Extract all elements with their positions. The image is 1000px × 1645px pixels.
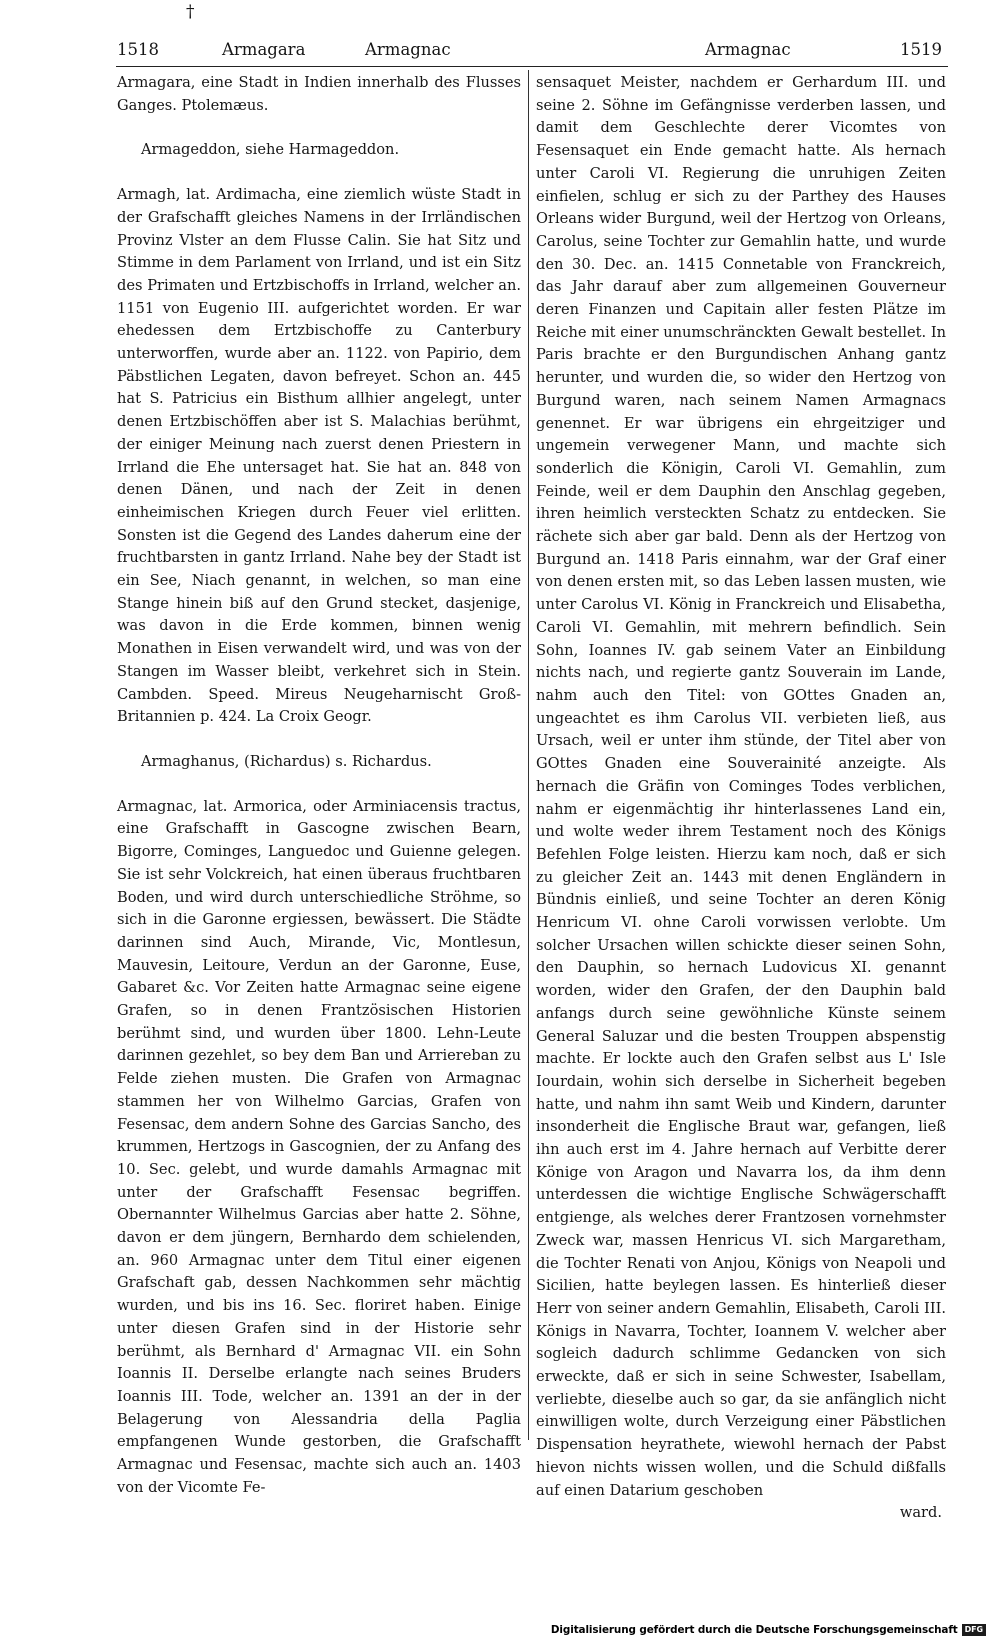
page-number-right: 1519: [900, 40, 942, 59]
right-column: [536, 72, 946, 1525]
catchword-left-2: Armagnac: [365, 40, 451, 59]
footer-text: Digitalisierung gefördert durch die Deutsche Forschungsgemeinschaft: [550, 1624, 958, 1636]
catchword-right: Armagnac: [705, 40, 791, 59]
entry-armagnac: Armagnac, lat. Armorica, oder Arminiacensis tractus, eine Grafschafft in Gascogne zwischen Bearn, Bigorre, Cominges, Languedoc und Guienne gelegen. Sie ist sehr Volckreich, hat einen überaus fruchtbaren Boden, und wird durch unterschiedliche Ströhme, so sich in die Garonne ergiessen, bewässert. Die Städte darinnen sind Auch, Mirande, Vic, Montlesun, Mauvesin, Leitoure, Verdun an der Garonne, Euse, Gabaret &c. Vor Zeiten hatte Armagnac seine eigene Grafen, so in denen Frantzösischen Historien berühmt sind, und wurden über 1800. Lehn-Leute darinnen gezehlet, so bey dem Ban und Arriereban zu Felde ziehen musten. Die Grafen von Armagnac stammen her von Wilhelmo Garcias, Grafen von Fesensac, dem andern Sohne des Garcias Sancho, des krummen, Hertzogs in Gascognien, der zu Anfang des 10. Sec. gelebt, und wurde damahls Armagnac mit unter der Grafschafft Fesensac begriffen. Obernannter Wilhelmus Garcias aber hatte 2. Söhne, davon er dem jüngern, Bernhardo dem schielenden, an. 960 Armagnac unter dem Titul einer eigenen Grafschaft gab, dessen Nachkommen sehr mächtig wurden, und bis ins 16. Sec. floriret haben. Einige unter diesen Grafen sind in der Historie sehr berühmt, als Bernhard d' Armagnac VII. ein Sohn Ioannis II. Derselbe erlangte nach seines Bruders Ioannis III. Tode, welcher an. 1391 an der in der Belagerung von Alessandria della Paglia empfangenen Wunde gestorben, die Grafschafft Armagnac und Fesensac, machte sich auch an. 1403 von der Vicomte Fe-: [117, 797, 521, 1496]
top-mark: †: [186, 2, 195, 22]
left-column: [117, 72, 521, 1499]
catchword-left-1: Armagara: [222, 40, 306, 59]
digitization-footer: [551, 1622, 986, 1638]
column-divider: [528, 70, 529, 1440]
entry-armagara: Armagara, eine Stadt in Indien innerhalb des Flusses Ganges. Ptolemæus.: [117, 74, 521, 114]
entry-armagh: Armagh, lat. Ardimacha, eine ziemlich wüste Stadt in der Grafschafft gleiches Namens in der Irrländischen Provinz Vlster an dem Flusse Calin. Sie hat Sitz und Stimme in dem Parlament von Irrland, und ist ein Sitz des Primaten und Ertzbischoffs in Irrland, welcher an. 1151 von Eugenio III. aufgerichtet worden. Er war ehedessen dem Ertzbischoffe zu Canterbury unterworffen, wurde aber an. 1122. von Papirio, dem Päbstlichen Legaten, davon befreyet. Schon an. 445 hat S. Patricius ein Bisthum allhier angelegt, unter denen Ertzbischöffen aber ist S. Malachias berühmt, der einiger Meinung nach zuerst denen Priestern in Irrland die Ehe untersaget hat. Sie hat an. 848 von denen Dänen, und nach der Zeit in denen einheimischen Kriegen durch Feuer viel erlitten. Sonsten ist die Gegend des Landes daherum eine der fruchtbarsten in gantz Irrland. Nahe bey der Stadt ist ein See, Niach genannt, in welchen, so man eine Stange hinein biß auf den Grund stecket, dasjenige, was davon in die Erde kommen, binnen wenig Monathen in Eisen verwandelt wird, und was von der Stangen im Wasser bleibt, verkehret sich in Stein. Cambden. Speed. Mireus Neugeharnischt Groß-Britannien p. 424. La Croix Geogr.: [117, 186, 521, 726]
entry-armagnac-continued: sensaquet Meister, nachdem er Gerhardum III. und seine 2. Söhne im Gefängnisse verderben lassen, und damit dem Geschlechte derer Vicomtes von Fesensaquet ein Ende gemacht hatte. Als hernach unter Caroli VI. Regierung die unruhigen Zeiten einfielen, schlug er sich zu der Parthey des Hauses Orleans wider Burgund, weil der Hertzog von Orleans, Carolus, seine Tochter zur Gemahlin hatte, und wurde den 30. Dec. an. 1415 Connetable von Franckreich, das Jahr darauf aber zum allgemeinen Gouverneur deren Finanzen und Capitain aller festen Plätze im Reiche mit einer unumschränckten Gewalt bestellet. In Paris brachte er den Burgundischen Anhang gantz herunter, und wurden die, so wider den Hertzog von Burgund waren, nach seinem Namen Armagnacs genennet. Er war übrigens ein ehrgeitziger und ungemein verwegener Mann, und machte sich sonderlich die Königin, Caroli VI. Gemahlin, zum Feinde, weil er dem Dauphin den Anschlag gegeben, ihren heimlich versteckten Schatz zu entdecken. Sie rächete sich aber gar bald. Denn als der Hertzog von Burgund an. 1418 Paris einnahm, war der Graf einer von denen ersten mit, so das Leben lassen musten, wie unter Carolus VI. König in Franckreich und Elisabetha, Caroli VI. Gemahlin, mit mehrern befindlich. Sein Sohn, Ioannes IV. gab seinem Vater an Einbildung nichts nach, und regierte gantz Souverain im Lande, nahm auch den Titel: von GOttes Gnaden an, ungeachtet es ihm Carolus VII. verbieten ließ, aus Ursach, weil er unter ihm stünde, der Titel aber von GOttes Gnaden eine Souverainité anzeigte. Als hernach die Gräfin von Cominges Todes verblichen, nahm er eigenmächtig ihr hinterlassenes Land ein, und wolte weder ihrem Testament noch des Königs Befehlen Folge leisten. Hierzu kam noch, daß er sich zu gleicher Zeit an. 1443 mit denen Engländern in Bündnis einließ, und seine Tochter an deren König Henricum VI. ohne Caroli vorwissen verlobte. Um solcher Ursachen willen schickte dieser seinen Sohn, den Dauphin, so hernach Ludovicus XI. genannt worden, wider den Grafen, der den Dauphin bald anfangs durch seine gewöhnliche Künste seinem General Saluzar und die besten Trouppen abspenstig machte. Er lockte auch den Grafen selbst aus L' Isle Iourdain, wohin sich derselbe in Sicherheit begeben hatte, und nahm ihn samt Weib und Kindern, darunter insonderheit die Englische Braut war, gefangen, ließ ihn auch erst im 4. Jahre hernach auf Verbitte derer Könige von Aragon und Navarra los, da ihm denn unterdessen die wichtige Englische Schwägerschafft entgienge, als welches derer Frantzosen vornehmster Zweck war, massen Henricus VI. sich Margaretham, die Tochter Renati von Anjou, Königs von Neapoli und Sicilien, hatte beylegen lassen. Es hinterließ dieser Herr von seiner andern Gemahlin, Elisabeth, Caroli III. Königs in Navarra, Tochter, Ioannem V. welcher aber sogleich dadurch schlimme Gedancken von sich erweckte, daß er sich in seine Schwester, Isabellam, verliebte, dieselbe auch so gar, da sie anfänglich nicht einwilligen wolte, durch Verzeigung einer Päbstlichen Dispensation heyrathete, wiewohl hernach der Pabst hievon nichts wissen wollen, und die Schuld dißfalls auf einen Datarium geschoben: [536, 74, 946, 1499]
entry-armageddon: Armageddon, siehe Harmageddon.: [141, 141, 400, 159]
page-number-left: 1518: [117, 40, 159, 59]
running-header: [0, 36, 1000, 66]
entry-armaghanus: Armaghanus, (Richardus) s. Richardus.: [141, 752, 432, 770]
dfg-logo: DFG: [962, 1624, 986, 1636]
header-rule: [116, 66, 948, 67]
catchword-bottom: ward.: [899, 1504, 942, 1522]
